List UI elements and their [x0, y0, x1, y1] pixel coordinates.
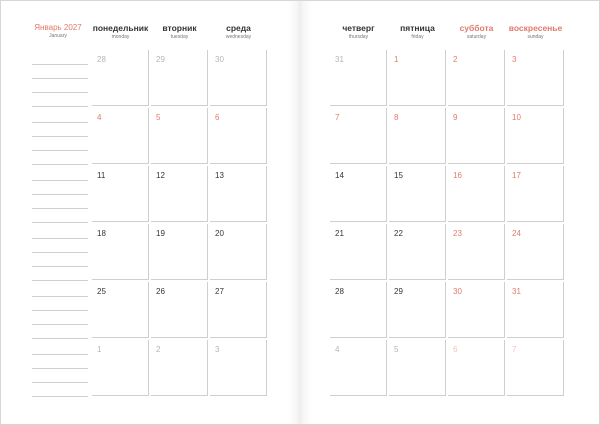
note-line[interactable]	[32, 296, 88, 297]
day-number: 8	[394, 113, 399, 122]
day-number: 12	[156, 171, 165, 180]
day-name: пятница	[400, 23, 435, 33]
day-number: 17	[512, 171, 521, 180]
note-line[interactable]	[32, 266, 88, 267]
day-number: 7	[512, 345, 517, 354]
day-name: суббота	[459, 23, 494, 33]
note-line[interactable]	[32, 122, 88, 123]
day-number: 18	[97, 229, 106, 238]
note-line[interactable]	[32, 354, 88, 355]
day-number: 28	[335, 287, 344, 296]
day-number: 6	[215, 113, 220, 122]
header-tuesday	[151, 24, 208, 40]
header-sunday	[507, 24, 564, 40]
day-cell[interactable]	[507, 282, 564, 338]
day-cell[interactable]	[92, 50, 149, 106]
day-cell[interactable]	[389, 340, 446, 396]
day-name: среда	[226, 23, 251, 33]
month-title	[22, 24, 94, 39]
header-thursday	[330, 24, 387, 40]
header-friday	[389, 24, 446, 40]
note-line[interactable]	[32, 106, 88, 107]
day-cell[interactable]	[330, 340, 387, 396]
day-cell[interactable]	[151, 50, 208, 106]
header-saturday	[448, 24, 505, 40]
header-monday	[92, 24, 149, 40]
day-cell[interactable]	[389, 108, 446, 164]
day-number: 13	[215, 171, 224, 180]
day-cell[interactable]	[330, 224, 387, 280]
month-title-ru: Январь 2027	[34, 23, 82, 32]
day-sub: saturday	[466, 33, 487, 40]
day-cell[interactable]	[210, 166, 267, 222]
day-number: 25	[97, 287, 106, 296]
day-number: 9	[453, 113, 458, 122]
day-number: 7	[335, 113, 340, 122]
day-number: 30	[215, 55, 224, 64]
day-cell[interactable]	[151, 282, 208, 338]
day-number: 4	[335, 345, 340, 354]
day-cell[interactable]	[389, 282, 446, 338]
note-line[interactable]	[32, 78, 88, 79]
day-number: 24	[512, 229, 521, 238]
note-line[interactable]	[32, 396, 88, 397]
day-cell[interactable]	[330, 166, 387, 222]
note-line[interactable]	[32, 208, 88, 209]
note-line[interactable]	[32, 92, 88, 93]
day-cell[interactable]	[507, 166, 564, 222]
day-cell[interactable]	[389, 166, 446, 222]
day-number: 23	[453, 229, 462, 238]
note-line[interactable]	[32, 252, 88, 253]
day-number: 30	[453, 287, 462, 296]
day-sub: friday	[411, 33, 424, 40]
day-number: 4	[97, 113, 102, 122]
day-cell[interactable]	[448, 340, 505, 396]
note-line[interactable]	[32, 310, 88, 311]
day-cell[interactable]	[210, 282, 267, 338]
day-cell[interactable]	[330, 282, 387, 338]
day-cell[interactable]	[92, 224, 149, 280]
day-sub: tuesday	[170, 33, 189, 40]
day-cell[interactable]	[330, 108, 387, 164]
note-line[interactable]	[32, 194, 88, 195]
day-cell[interactable]	[210, 50, 267, 106]
day-number: 31	[335, 55, 344, 64]
day-cell[interactable]	[151, 224, 208, 280]
day-cell[interactable]	[389, 50, 446, 106]
day-number: 20	[215, 229, 224, 238]
day-number: 31	[512, 287, 521, 296]
day-number: 29	[394, 287, 403, 296]
day-number: 14	[335, 171, 344, 180]
day-cell[interactable]	[507, 224, 564, 280]
day-cell[interactable]	[92, 166, 149, 222]
day-cell[interactable]	[151, 166, 208, 222]
day-number: 26	[156, 287, 165, 296]
month-title-en: January	[49, 33, 67, 39]
day-number: 27	[215, 287, 224, 296]
day-sub: sunday	[527, 33, 544, 40]
day-cell[interactable]	[389, 224, 446, 280]
note-line[interactable]	[32, 368, 88, 369]
day-number: 28	[97, 55, 106, 64]
note-line[interactable]	[32, 338, 88, 339]
day-cell[interactable]	[151, 340, 208, 396]
note-line[interactable]	[32, 136, 88, 137]
right-page	[300, 0, 600, 425]
day-number: 6	[453, 345, 458, 354]
day-sub: monday	[111, 33, 130, 40]
day-number: 10	[512, 113, 521, 122]
day-cell[interactable]	[507, 108, 564, 164]
note-line[interactable]	[32, 280, 88, 281]
day-cell[interactable]	[507, 340, 564, 396]
page-spine	[288, 0, 312, 425]
day-number: 29	[156, 55, 165, 64]
day-number: 21	[335, 229, 344, 238]
day-cell[interactable]	[92, 108, 149, 164]
note-line[interactable]	[32, 150, 88, 151]
day-number: 1	[97, 345, 102, 354]
note-line[interactable]	[32, 324, 88, 325]
day-number: 22	[394, 229, 403, 238]
day-number: 3	[512, 55, 517, 64]
day-number: 3	[215, 345, 220, 354]
day-number: 15	[394, 171, 403, 180]
note-line[interactable]	[32, 382, 88, 383]
day-cell[interactable]	[330, 50, 387, 106]
day-cell[interactable]	[210, 224, 267, 280]
day-number: 16	[453, 171, 462, 180]
day-name: четверг	[342, 23, 375, 33]
day-sub: thursday	[348, 33, 369, 40]
note-line[interactable]	[32, 222, 88, 223]
day-number: 11	[97, 171, 106, 180]
day-number: 2	[453, 55, 458, 64]
day-cell[interactable]	[92, 340, 149, 396]
day-cell[interactable]	[210, 340, 267, 396]
day-cell[interactable]	[210, 108, 267, 164]
day-number: 19	[156, 229, 165, 238]
day-name: вторник	[162, 23, 197, 33]
day-cell[interactable]	[507, 50, 564, 106]
day-name: воскресенье	[508, 23, 563, 33]
day-cell[interactable]	[448, 224, 505, 280]
note-line[interactable]	[32, 238, 88, 239]
note-line[interactable]	[32, 164, 88, 165]
day-cell[interactable]	[448, 108, 505, 164]
day-name: понедельник	[92, 23, 149, 33]
day-number: 5	[394, 345, 399, 354]
note-line[interactable]	[32, 64, 88, 65]
note-line[interactable]	[32, 180, 88, 181]
day-sub: wednesday	[225, 33, 252, 40]
day-number: 5	[156, 113, 161, 122]
header-wednesday	[210, 24, 267, 40]
day-number: 2	[156, 345, 161, 354]
day-cell[interactable]	[92, 282, 149, 338]
day-cell[interactable]	[448, 166, 505, 222]
day-number: 1	[394, 55, 399, 64]
day-cell[interactable]	[151, 108, 208, 164]
day-cell[interactable]	[448, 282, 505, 338]
day-cell[interactable]	[448, 50, 505, 106]
